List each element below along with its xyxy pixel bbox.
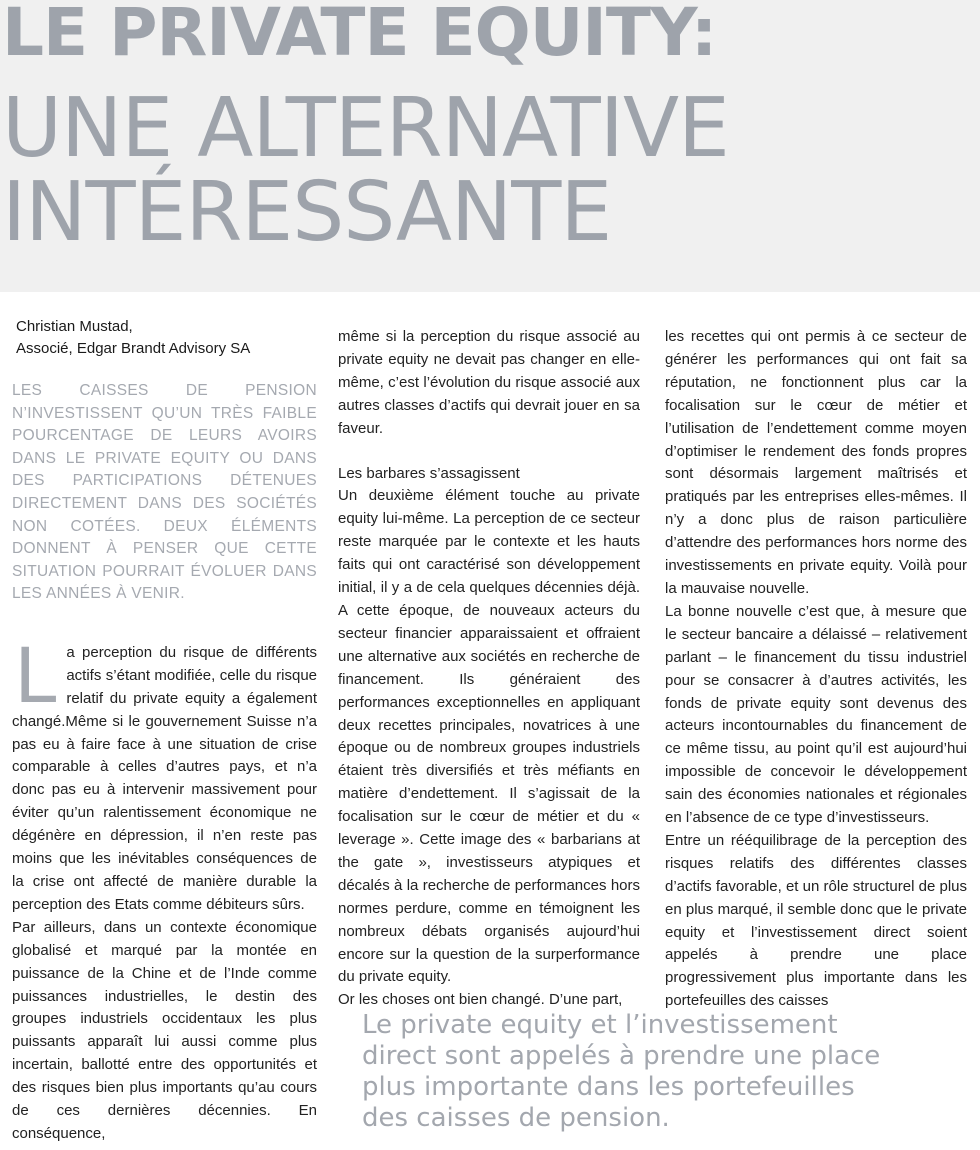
body-paragraph-6: les recettes qui ont permis à ce secteur de générer les performances qui ont fait sa réputation, ne fonctionnent plus car la focalisation sur le cœur de métier et l’utilisation de l’endettement comme moyen d’optimiser le rendement des fonds propres sont désormais largement maîtrisés et pratiqués par les entreprises elles-mêmes. Il n’y a donc plus de raison particulière d’attendre des performances hors norme des investissements en private equity. Voilà pour la mauvaise nouvelle. [665,328,967,597]
author-name: Christian Mustad, [16,318,133,335]
body-paragraph-2: Par ailleurs, dans un contexte économique globalisé et marqué par la montée en puissance de la Chine et de l’Inde comme puissances industrielles, le destin des groupes industriels occidentaux les plus puissants apparaît lui aussi comme plus incertain, ballotté entre des opportunités et des risques bien plus importants qu’au cours de ces dernières décennies. En conséquence, [12,918,317,1142]
article-column-3 [665,326,967,1013]
body-paragraph-4: Un deuxième élément touche au private equity lui-même. La perception de ce secteur reste marquée par le contexte et les hauts faits qui ont caractérisé son développement initial, il y a de cela quelques décennies déjà. A cette époque, de nouveaux acteurs du secteur financier apparaissaient et offraient une alternative aux sociétés en recherche de financement. Ils généraient des performances exceptionnelles en appliquant deux recettes principales, novatrices à une époque ou de nombreux groupes industriels étaient très diversifiés et très méfiants en matière d’endettement. Il s’agissait de la focalisation sur le cœur de métier et du « leverage ». Cette image des « barbarians at the gate », investisseurs atypiques et décalés à la recherche de performances hors normes perdure, comme en témoignent les nombreux débats organisés aujourd’hui encore sur la question de la surperformance du private equity. [338,487,640,986]
body-paragraph-1 [12,630,317,917]
section-subheading: Les barbares s’assagissent [338,464,520,482]
body-paragraph-3: même si la perception du risque associé au private equity ne devait pas changer en elle-même, c’est l’évolution du risque associé aux autres classes d’actifs qui devrait jouer en sa faveur. [338,328,640,437]
body-paragraph-5: Or les choses ont bien changé. D’une part, [338,991,623,1009]
pull-quote: Le private equity et l’investissement direct sont appelés à prendre une place plus importante dans les portefeuilles des caisses de pension. [362,1010,881,1133]
page-title-line-1: LE PRIVATE EQUITY: [2,0,717,71]
page-title-line-2: UNE ALTERNATIVE [2,81,729,176]
body-paragraph-7: La bonne nouvelle c’est que, à mesure que le secteur bancaire a délaissé – relativement parlant – le financement du tissu industriel pour se consacrer à d’autres activités, les fonds de private equity sont devenus des acteurs incontournables du financement de ce même tissu, au point qu’il est aujourd’hui impossible de concevoir le développement sain des économies nationales et régionales en l’absence de ce type d’investisseurs. [665,602,967,827]
article-column-1 [12,316,317,1146]
title-banner [0,0,980,292]
article-lead: LES CAISSES DE PENSION N’INVESTISSENT QU’UN TRÈS FAIBLE POURCENTAGE DE LEURS AVOIRS DANS LE PRIVATE EQUITY OU DANS DES PARTICIPATIONS DÉTENUES DIRECTEMENT DANS DES SOCIÉTÉS NON COTÉES. DEUX ÉLÉMENTS DONNENT À PENSER QUE CETTE SITUATION POURRAIT ÉVOLUER DANS LES ANNÉES À VENIR. [12,382,317,603]
author-role: Associé, Edgar Brandt Advisory SA [16,340,251,357]
body-paragraph-1-text: a perception du risque de différents actifs s’étant modifiée, celle du risque relatif du private equity a également changé.Même si le gouvernement Suisse n’a pas eu à faire face à une situation de crise comparable à celles d’autres pays, et n’a donc pas eu à intervenir massivement pour éviter qu’un ralentissement économique ne dégénère en dépression, il n’en reste pas moins que les inévitables conséquences de la crise ont affecté de manière durable la perception des Etats comme débiteurs sûrs. [12,643,317,913]
article-column-2 [338,326,640,1012]
body-paragraph-8: Entre un rééquilibrage de la perception des risques relatifs des différentes classes d’actifs favorable, et un rôle structurel de plus en plus marqué, il semble donc que le private equity et l’investissement direct soient appelés à prendre une place progressivement plus importante dans les portefeuilles des caisses [665,831,967,1010]
drop-cap: L [14,630,57,720]
page-title-line-3: INTÉRESSANTE [2,165,612,260]
